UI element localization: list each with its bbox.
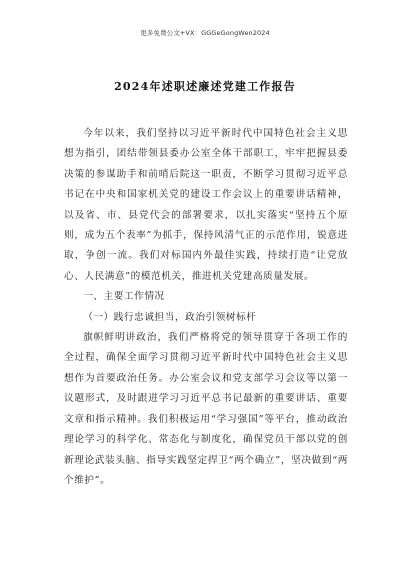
document-body [64, 124, 348, 491]
document-title: 2024年述职述廉述党建工作报告 [114, 80, 296, 93]
header-note: 更多免费公文+VX：GGGeGongWen2024 [140, 29, 270, 37]
paragraph-intro: 今年以来，我们坚持以习近平新时代中国特色社会主义思想为指引，团结带领县委办公室全体干部职工，牢牢把握县委决策的参谋助手和前哨后院这一职责，不断学习贯彻习近平总书记在中央和国家机关党的建设工作会议上的重要讲话精神，以及省、市、县党代会的部署要求，以扎实落实“坚持五个原则，成为五个表率”为抓手，保持风清气正的示范作用，锐意进取，争创一流。我们对标国内外最佳实践，持续打造“让党放心、人民满意”的模范机关，推进机关党建高质量发展。 [64, 128, 348, 282]
subsection-heading: （一）践行忠诚担当，政治引领树标杆 [83, 311, 257, 323]
paragraph-body: 旗帜鲜明讲政治，我们严格将党的领导贯穿于各项工作的全过程，确保全面学习贯彻习近平新时代中国特色社会主义思想作为首要政治任务。办公室会议和党支部学习会议等以第一议题形式，及时跟进学习习近平总书记最新的重要讲话、重要文章和指示精神。我们积极运用“学习强国”等平台，推动政治理论学习的科学化、常态化与制度化，确保党员干部以党的创新理论武装头脑、指导实践坚定捍卫“两个确立”，坚决做到“两个维护”。 [64, 332, 348, 486]
section-heading: 一、主要工作情况 [83, 291, 165, 303]
